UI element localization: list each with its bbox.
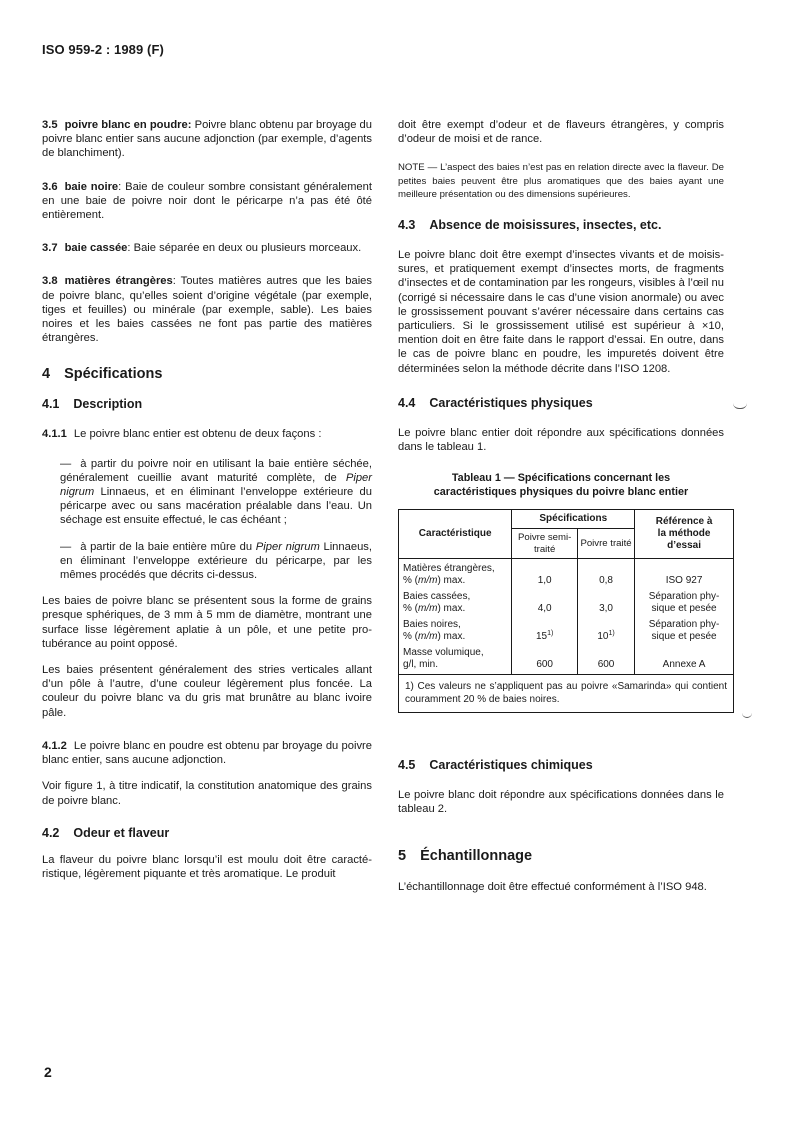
column-header-specifications: Spécifications xyxy=(512,510,635,529)
paragraph: Le poivre blanc doit répondre aux spécifications données dans le tableau 2. xyxy=(398,789,724,816)
section-heading-4-3: 4.3 Absence de moisissures, insectes, etc. xyxy=(398,218,662,233)
table-row: Baies noires, % (m/m) max. 15$^{1)}$ 10$^{1)}$ Séparation phy- sique et pesée xyxy=(399,615,734,643)
clause-4-1-2: 4.1.2 Le poivre blanc en poudre est obtenu par broyage du poivre blanc entier, sans aucune adjonction. xyxy=(42,739,372,767)
paragraph: Les baies de poivre blanc se présentent sous la forme de grains presque sphériques, de 3 mm à 5 mm de diamètre, montrant une surface lisse légèrement aplatie à un pôle, et une petite protubérance au point opposé. xyxy=(42,595,372,650)
left-column xyxy=(42,118,372,881)
definition-term: matières étrangères xyxy=(64,275,173,288)
table-row: Matières étrangères, % (m/m) max. 1,0 0,8 ISO 927 xyxy=(399,559,734,588)
specifications-table xyxy=(398,509,734,713)
table-row: Masse volumique, g/l, min. 600 600 Annexe A xyxy=(399,643,734,675)
section-heading-4-4: 4.4 Caractéristiques physiques xyxy=(398,395,593,410)
table-row: Baies cassées, % (m/m) max. 4,0 3,0 Séparation phy- sique et pesée xyxy=(399,587,734,615)
paragraph: Le poivre blanc entier doit répondre aux spécifications données dans le tableau 1. xyxy=(398,426,724,454)
definition-term: baie cassée xyxy=(64,242,128,255)
definition-3-5: 3.5 poivre blanc en poudre: Poivre blanc obtenu par broyage du poivre blanc entier sans aucune adjonction (par exemple, d’agents de blanchiment). xyxy=(42,119,373,160)
definition-3-6: 3.6 baie noire: Baie de couleur sombre consistant généralement en une baie de poivre noir dont le péricarpe n’a pas été ôté entièrement. xyxy=(42,180,372,222)
list-item: — à partir du poivre noir en utilisant la baie entière séchée, généralement cueillie avant maturité complète, de Piper nigrum Linnaeus, et en éliminant l’enveloppe extérieure du péricarpe avec ou sans macération préalable dans l’eau. Un séchage est ensuite effectué, le cas échéant ; xyxy=(60,457,372,527)
table-caption: Tableau 1 — Spécifications concernant les caractéristiques physiques du poivre blanc entier xyxy=(433,472,689,498)
document-id-header: ISO 959-2 : 1989 (F) xyxy=(42,42,164,57)
clause-4-1-1-intro: 4.1.1 Le poivre blanc entier est obtenu de deux façons : xyxy=(42,428,322,441)
right-column xyxy=(398,118,727,894)
section-heading-4-1: 4.1 Description xyxy=(42,397,143,412)
list-item: — à partir de la baie entière mûre du Piper nigrum Linnaeus, en éliminant l’enveloppe extérieure du péricarpe, par les mêmes procédés que décrits ci-dessus. xyxy=(60,540,372,582)
definition-term: baie noire xyxy=(64,180,119,193)
column-header-treated: Poivre traité xyxy=(577,529,634,559)
column-header-reference: Référence à la méthode d’essai xyxy=(635,510,734,559)
paragraph: L’échantillonnage doit être effectué conformément à l’ISO 948. xyxy=(398,880,707,893)
note: NOTE — L’aspect des baies n’est pas en relation directe avec la flaveur. De petites baies peuvent être plus aromatiques que des baies ayant une meilleure présentation ou des dimensions supérieures. xyxy=(398,162,724,200)
section-heading-4-2: 4.2 Odeur et flaveur xyxy=(42,825,170,840)
definition-3-7: 3.7 baie cassée: Baie séparée en deux ou plusieurs morceaux. xyxy=(42,242,362,255)
table-footnote: 1) Ces valeurs ne s’appliquent pas au poivre «Samarinda» qui contient couramment 20 % de baies noires. xyxy=(399,675,734,713)
section-heading-5: 5 Échantillonnage xyxy=(398,847,533,864)
scan-mark xyxy=(733,403,747,409)
paragraph: Les baies présentent généralement des stries verticales allant d’un pôle à l’autre, d’une couleur légèrement plus foncée. La couleur du poivre blanc va du gris mat brunâtre au blanc ivoire pâle. xyxy=(42,664,372,719)
scan-mark xyxy=(742,712,752,718)
paragraph: La flaveur du poivre blanc lorsqu’il est moulu doit être caractéristique, légèrement piquante et très aromatique. Le produit xyxy=(42,853,372,880)
definition-3-8: 3.8 matières étrangères: Toutes matières autres que les baies de poivre blanc, qu’elles soient d’origine végétale (par exemple, tiges et feuilles) ou minérale (par exemple, sable). Les baies noires et les baies cassées ne font pas partie des matières étrangères. xyxy=(42,275,372,345)
page-number: 2 xyxy=(44,1064,52,1080)
definition-term: poivre blanc en poudre: xyxy=(64,119,192,131)
paragraph: doit être exempt d’odeur et de flaveurs étrangères, y compris d’odeur de moisi et de rance. xyxy=(398,119,724,146)
section-heading-4: 4 Spécifications xyxy=(42,366,163,383)
column-header-characteristic: Caractéristique xyxy=(399,510,512,559)
section-heading-4-5: 4.5 Caractéristiques chimiques xyxy=(398,758,593,773)
paragraph: Le poivre blanc doit être exempt d’insectes vivants et de moisissures, et pratiquement exempt d’insectes morts, de fragments d’insectes et de contamination par les rongeurs, visibles à l’œil nu (corrigé si nécessaire dans le cas d’une vision anormale) ou avec le grossissement pouvant s’avérer nécessaire dans certains cas particuliers. Si le grossissement utilisé est supérieur à ×10, mention doit en être faite dans le rapport d’essai. En outre, dans le cas de poivre blanc en poudre, les impuretés doivent être déterminées selon la méthode décrite dans l’ISO 1208. xyxy=(398,249,724,375)
paragraph: Voir figure 1, à titre indicatif, la constitution anatomique des grains de poivre blanc. xyxy=(42,780,372,807)
column-header-semi-treated: Poivre semi-traité xyxy=(512,529,578,559)
